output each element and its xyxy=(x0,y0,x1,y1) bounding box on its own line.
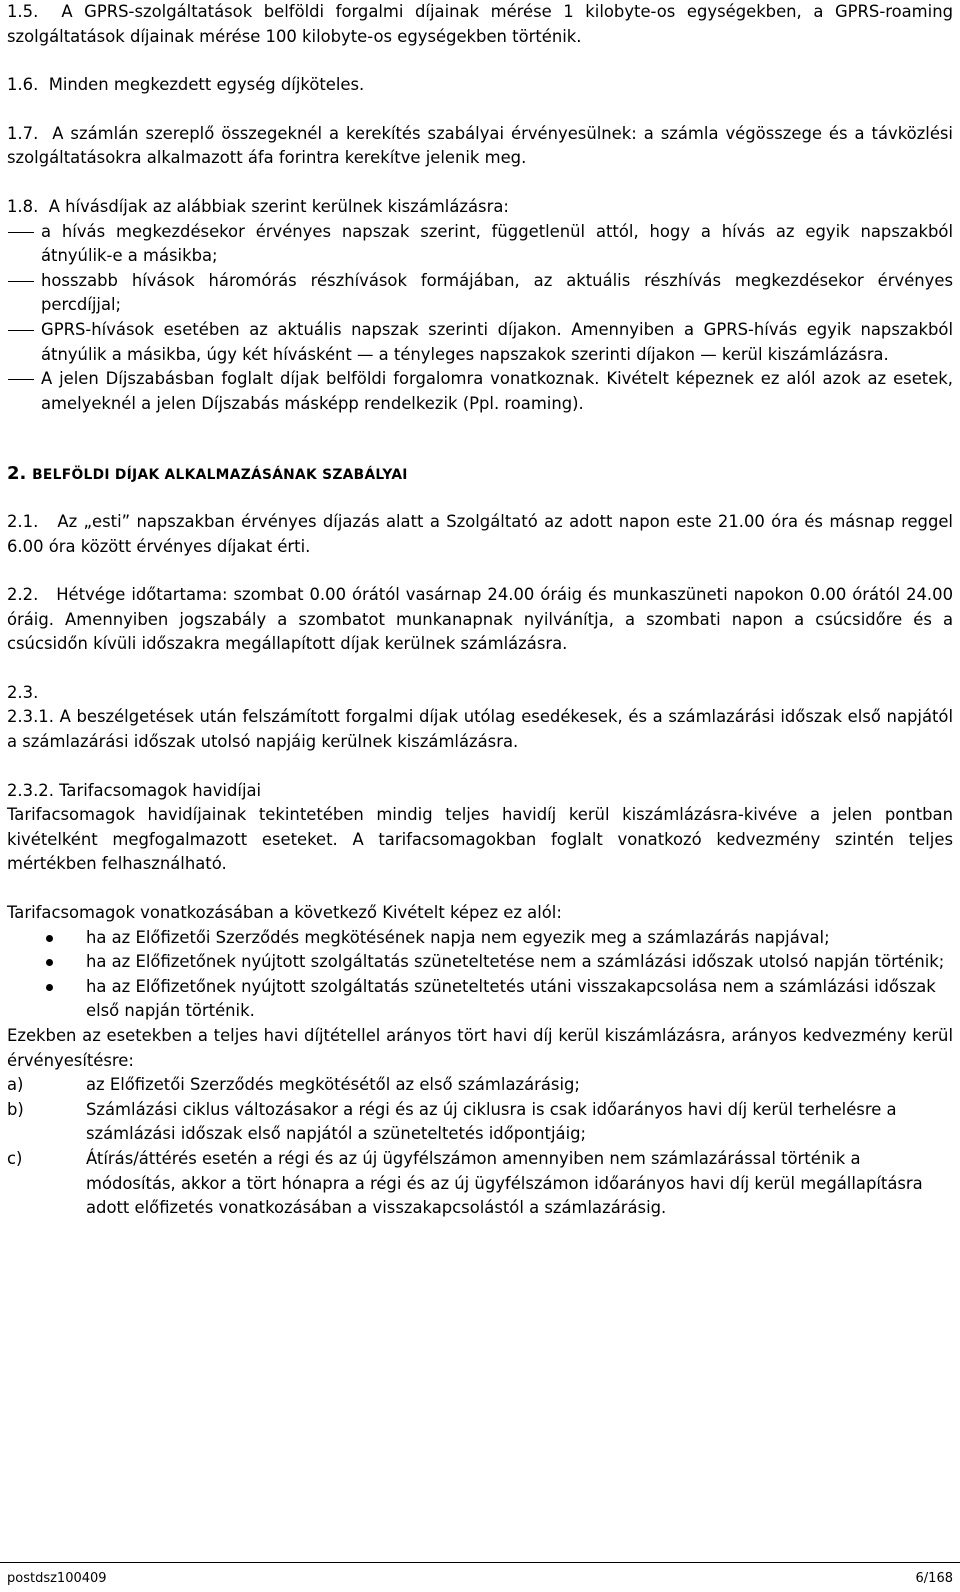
dash-marker xyxy=(7,367,41,416)
bullet-item-text: ha az Előfizetőnek nyújtott szolgáltatás szüneteltetése nem a számlázási időszak utolsó napján történik; xyxy=(86,952,945,972)
alpha-item-text: Számlázási ciklus változásakor a régi és az új ciklusra is csak időarányos havi díj kerül terhelésre a számlázási időszak első napjától a szüneteltetés időpontjáig; xyxy=(86,1099,897,1144)
bullet-marker xyxy=(7,926,86,951)
paragraph-2-3-2-title: 2.3.2. Tarifacsomagok havidíjai xyxy=(7,780,262,800)
bullet-marker xyxy=(7,950,86,975)
paragraph-1-6: 1.6. Minden megkezdett egység díjköteles. xyxy=(7,75,365,95)
bullet-item xyxy=(7,975,953,1024)
footer-doc-id: postdsz100409 xyxy=(7,1571,107,1586)
dash-item xyxy=(7,269,953,318)
alpha-label: a) xyxy=(7,1075,24,1095)
paragraph-2-3-2-body: Tarifacsomagok havidíjainak tekintetében mindig teljes havidíj kerül kiszámlázásra-kivéve a jelen pontban kivételként megfogalmazott eseteket. A tarifacsomagokban foglalt vonatkozó kedvezmény szintén teljes mértékben felhasználható. xyxy=(7,805,953,874)
bullet-item-text: ha az Előfizetőnek nyújtott szolgáltatás szüneteltetés utáni visszakapcsolása nem a számlázási időszak első napján történik. xyxy=(86,976,936,1021)
bullet-item xyxy=(7,926,953,951)
alpha-item-text: Átírás/áttérés esetén a régi és az új ügyfélszámon amennyiben nem számlazárással történik a módosítás, akkor a tört hónapra a régi és az új ügyfélszámon időarányos havi díj kerül megállapításra adott előfizetés vonatkozásában a visszakapcsolástól a számlazárásig. xyxy=(86,1148,923,1218)
dash-marker xyxy=(7,318,41,367)
dash-item xyxy=(7,367,953,416)
dash-list xyxy=(7,220,953,417)
alpha-item xyxy=(7,1147,953,1221)
alpha-item xyxy=(7,1073,953,1098)
dash-item xyxy=(7,220,953,269)
paragraph-2-3-1: 2.3.1. A beszélgetések után felszámított forgalmi díjak utólag esedékesek, és a számlazárási időszak első napjától a számlazárási időszak utolsó napjáig kerülnek kiszámlázásra. xyxy=(7,707,953,752)
paragraph-2-3: 2.3. xyxy=(7,682,39,702)
exception-intro: Tarifacsomagok vonatkozásában a következő Kivételt képez ez alól: xyxy=(7,903,562,923)
dash-item xyxy=(7,318,953,367)
page-footer xyxy=(0,1562,960,1586)
section-number: 2. xyxy=(7,463,27,485)
section-title: BELFÖLDI DÍJAK ALKALMAZÁSÁNAK SZABÁLYAI xyxy=(32,467,408,484)
bullet-list xyxy=(7,926,953,1024)
section-heading xyxy=(7,462,953,488)
alpha-item-text: az Előfizetői Szerződés megkötésétől az első számlazárásig; xyxy=(86,1075,580,1095)
paragraph-1-7: 1.7. A számlán szereplő összegeknél a kerekítés szabályai érvényesülnek: a számla végösszege és a távközlési szolgáltatásokra alkalmazott áfa forintra kerekítve jelenik meg. xyxy=(7,123,953,168)
dash-item-text: hosszabb hívások háromórás részhívások formájában, az aktuális részhívás megkezdésekor érvényes percdíjjal; xyxy=(41,270,953,315)
footer-page-number: 6/168 xyxy=(915,1571,953,1586)
dash-item-text: a hívás megkezdésekor érvényes napszak szerint, függetlenül attól, hogy a hívás az egyik napszakból átnyúlik-e a másikba; xyxy=(41,221,953,266)
bullet-item xyxy=(7,950,953,975)
paragraph-2-2: 2.2. Hétvége időtartama: szombat 0.00 órától vasárnap 24.00 óráig és munkaszüneti napokon 0.00 órától 24.00 óráig. Amennyiben jogszabály a szombatot munkanapnak nyilvánítja, a szombati napon a csúcsidőre és a csúcsidőn kívüli időszakra megállapított díjak kerülnek számlázásra. xyxy=(7,585,953,654)
dash-marker xyxy=(7,220,41,269)
alpha-label: b) xyxy=(7,1099,24,1119)
paragraph-2-1: 2.1. Az „esti” napszakban érvényes díjazás alatt a Szolgáltató az adott napon este 21.00 óra és másnap reggel 6.00 óra között érvényes díjakat érti. xyxy=(7,511,953,556)
alpha-label: c) xyxy=(7,1148,23,1168)
alpha-list xyxy=(7,1073,953,1221)
dash-item-text: A jelen Díjszabásban foglalt díjak belföldi forgalomra vonatkoznak. Kivételt képeznek ez alól azok az esetek, amelyeknél a jelen Díjszabás másképp rendelkezik (Ppl. roaming). xyxy=(41,369,953,413)
bullet-marker xyxy=(7,975,86,1024)
cases-paragraph: Ezekben az esetekben a teljes havi díjtétellel arányos tört havi díj kerül kiszámlázásra, arányos kedvezmény kerül érvényesítésre: xyxy=(7,1026,953,1070)
bullet-item-text: ha az Előfizetői Szerződés megkötésének napja nem egyezik meg a számlazárás napjával; xyxy=(86,927,830,947)
dash-item-text: GPRS-hívások esetében az aktuális napszak szerinti díjakon. Amennyiben a GPRS-hívás egyik napszakból átnyúlik a másikba, úgy két hívásként — a tényleges napszakok szerinti díjakon — kerül kiszámlázásra. xyxy=(41,319,953,364)
alpha-item xyxy=(7,1098,953,1147)
paragraph-1-5: 1.5. A GPRS-szolgáltatások belföldi forgalmi díjainak mérése 1 kilobyte-os egységekben, a GPRS-roaming szolgáltatások díjainak mérése 100 kilobyte-os egységekben történik. xyxy=(7,2,953,46)
document-page xyxy=(7,0,953,1221)
paragraph-1-8: 1.8. A hívásdíjak az alábbiak szerint kerülnek kiszámlázásra: xyxy=(7,196,509,216)
dash-marker xyxy=(7,269,41,318)
